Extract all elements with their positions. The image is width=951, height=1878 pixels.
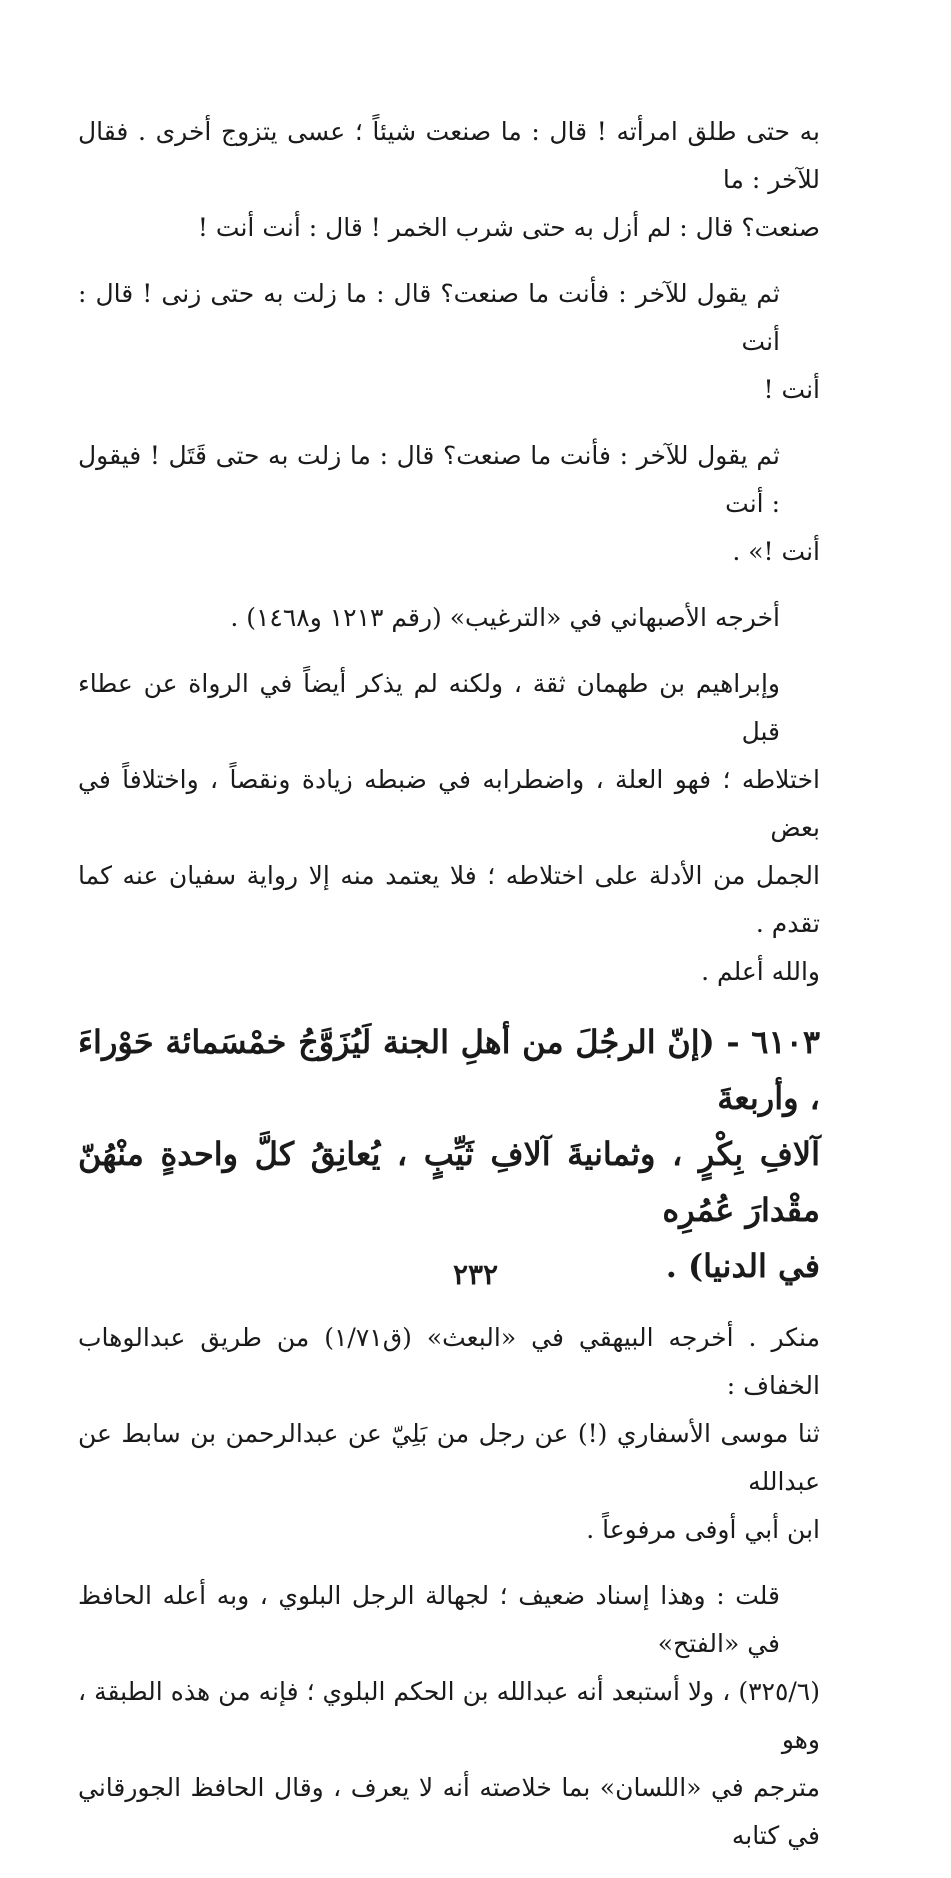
paragraph-2 (78, 270, 820, 414)
text-line: اختلاطه ؛ فهو العلة ، واضطرابه في ضبطه زيادة ونقصاً ، واختلافاً في بعض (78, 765, 820, 842)
paragraph-1 (78, 108, 820, 252)
page-body (78, 108, 820, 1878)
text-line: مترجم في «اللسان» بما خلاصته أنه لا يعرف ، وقال الحافظ الجورقاني في كتابه (78, 1773, 820, 1850)
paragraph-5 (78, 660, 820, 996)
hadith-line: في الدنيا) . (665, 1247, 820, 1285)
text-line: أخرجه الأصبهاني في «الترغيب» (رقم ١٢١٣ و١٤٦٨) . (230, 603, 780, 632)
page-number: ٢٣٢ (452, 1258, 499, 1291)
text-line: أنت ! (763, 375, 820, 404)
text-line: صنعت؟ قال : لم أزل به حتى شرب الخمر ! قال : أنت أنت ! (197, 213, 820, 242)
text-line: (٣٢٥/٦) ، ولا أستبعد أنه عبدالله بن الحكم البلوي ؛ فإنه من هذه الطبقة ، وهو (78, 1677, 820, 1754)
hadith-text (78, 1014, 820, 1294)
text-line: ثم يقول للآخر : فأنت ما صنعت؟ قال : ما زلت به حتى زنى ! قال : أنت (78, 279, 780, 356)
paragraph-7 (78, 1314, 820, 1554)
hadith-line: آلافِ بِكْرٍ ، وثمانيةَ آلافِ ثَيِّبٍ ، يُعانِقُ كلَّ واحدةٍ منْهُنّ مقْدارَ عُمُرِه (78, 1135, 820, 1229)
text-line: منكر . أخرجه البيهقي في «البعث» (ق١/٧١) من طريق عبدالوهاب الخفاف : (78, 1323, 820, 1400)
text-line: ثم يقول للآخر : فأنت ما صنعت؟ قال : ما زلت به حتى قَتَل ! فيقول : أنت (78, 441, 780, 518)
text-line: ثنا موسى الأسفاري (!) عن رجل من بَلِيّ عن عبدالرحمن بن سابط عن عبدالله (78, 1419, 820, 1496)
text-line: أنت !» . (732, 537, 820, 566)
text-line: قلت : وهذا إسناد ضعيف ؛ لجهالة الرجل البلوي ، وبه أعله الحافظ في «الفتح» (78, 1581, 780, 1658)
hadith-line: ٦١٠٣ - (إنّ الرجُلَ من أهلِ الجنة لَيُزَوَّجُ خمْسَمائة حَوْراءَ ، وأربعةَ (78, 1023, 820, 1117)
text-line: ابن أبي أوفى مرفوعاً . (586, 1515, 820, 1544)
text-line: وإبراهيم بن طهمان ثقة ، ولكنه لم يذكر أيضاً في الرواة عن عطاء قبل (78, 669, 780, 746)
paragraph-4 (78, 594, 820, 642)
text-line: به حتى طلق امرأته ! قال : ما صنعت شيئاً ؛ عسى يتزوج أخرى . فقال للآخر : ما (78, 117, 820, 194)
text-line: الجمل من الأدلة على اختلاطه ؛ فلا يعتمد منه إلا رواية سفيان عنه كما تقدم . (78, 861, 820, 938)
paragraph-8 (78, 1572, 820, 1860)
paragraph-3 (78, 432, 820, 576)
text-line: والله أعلم . (701, 957, 820, 986)
